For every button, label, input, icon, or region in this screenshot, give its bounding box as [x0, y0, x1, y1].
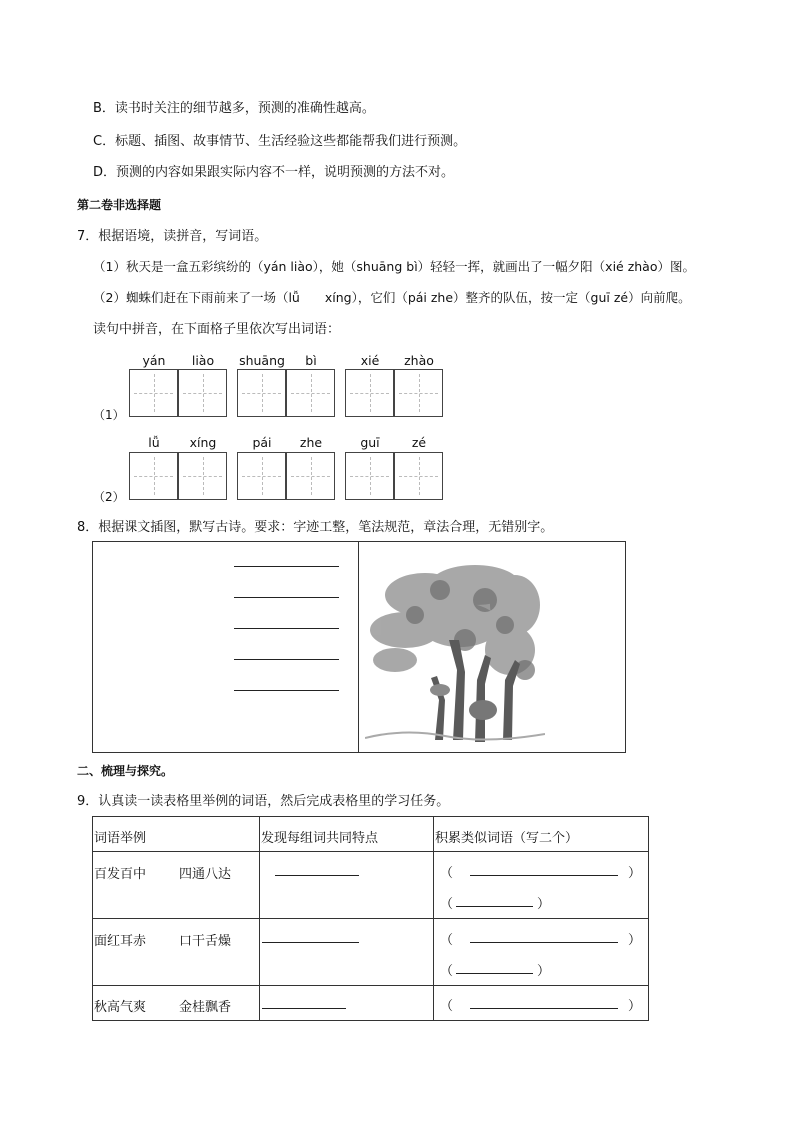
word-blank[interactable] — [456, 906, 533, 907]
writing-grid[interactable] — [129, 452, 178, 500]
paren-close: ） — [537, 897, 551, 912]
pinyin: liào — [191, 353, 215, 368]
pinyin: lǚ — [148, 435, 160, 450]
row-1-label: （1） — [93, 408, 125, 422]
example-word: 口干舌燥 — [179, 934, 232, 949]
word-blank[interactable] — [470, 875, 618, 876]
pinyin: zhào — [404, 353, 434, 368]
row-2-label: （2） — [93, 490, 125, 504]
poem-box — [92, 541, 626, 753]
pinyin: zhe — [299, 435, 323, 450]
writing-grid[interactable] — [286, 452, 335, 500]
paren-close: ） — [628, 866, 642, 881]
pinyin: yán — [142, 353, 166, 368]
feature-blank[interactable] — [275, 875, 359, 876]
paren-open: （ — [440, 897, 454, 912]
feature-blank[interactable] — [262, 942, 359, 943]
pinyin: shuāng — [239, 353, 285, 368]
pinyin: xié — [360, 353, 380, 368]
writing-grid[interactable] — [394, 452, 443, 500]
paren-close: ） — [628, 933, 642, 948]
table-row-divider — [92, 918, 649, 919]
poem-line-blank[interactable] — [234, 690, 339, 691]
option-c: C．标题、插图、故事情节、生活经验这些都能帮我们进行预测。 — [93, 134, 467, 149]
pinyin: pái — [252, 435, 272, 450]
example-word: 秋高气爽 — [94, 1000, 147, 1015]
writing-grid[interactable] — [178, 369, 227, 417]
word-blank[interactable] — [470, 942, 618, 943]
poem-line-blank[interactable] — [234, 597, 339, 598]
word-blank[interactable] — [470, 1008, 618, 1009]
section-2-title: 第二卷非选择题 — [77, 198, 162, 212]
q8-title: 8．根据课文插图，默写古诗。要求：字迹工整，笔法规范，章法合理，无错别字。 — [77, 520, 554, 535]
paren-close: ） — [537, 964, 551, 979]
pinyin: xíng — [189, 435, 217, 450]
q7-line-1: （1）秋天是一盒五彩缤纷的（yán liào），她（shuāng bì）轻轻一挥，就画出了一幅夕阳（xié zhào）图。 — [93, 259, 695, 274]
pinyin: zé — [411, 435, 427, 450]
table-header: 积累类似词语（写二个） — [435, 831, 579, 846]
paren-open: （ — [440, 964, 454, 979]
feature-blank[interactable] — [262, 1008, 346, 1009]
pinyin: bì — [305, 353, 317, 368]
q7-title: 7．根据语境，读拼音，写词语。 — [77, 229, 268, 244]
paren-open: （ — [440, 999, 454, 1014]
example-word: 百发百中 — [94, 867, 147, 882]
poem-line-blank[interactable] — [234, 566, 339, 567]
paren-open: （ — [440, 933, 454, 948]
writing-grid[interactable] — [237, 452, 286, 500]
writing-grid[interactable] — [345, 369, 394, 417]
q7-instruction: 读句中拼音，在下面格子里依次写出词语： — [93, 322, 341, 337]
paren-open: （ — [440, 866, 454, 881]
poem-line-blank[interactable] — [234, 659, 339, 660]
pinyin: guī — [360, 435, 380, 450]
writing-grid[interactable] — [178, 452, 227, 500]
poem-line-blank[interactable] — [234, 628, 339, 629]
q7-line-2: （2）蜘蛛们赶在下雨前来了一场（lǚ xíng），它们（pái zhe）整齐的队伍，按一定（guī zé）向前爬。 — [93, 290, 691, 305]
example-word: 面红耳赤 — [94, 934, 147, 949]
q9-title: 9．认真读一读表格里举例的词语，然后完成表格里的学习任务。 — [77, 794, 450, 809]
writing-grid[interactable] — [394, 369, 443, 417]
option-d: D．预测的内容如果跟实际内容不一样，说明预测的方法不对。 — [93, 165, 455, 180]
writing-grid[interactable] — [345, 452, 394, 500]
table-header: 词语举例 — [94, 831, 147, 846]
table-row-divider — [92, 985, 649, 986]
writing-grid[interactable] — [286, 369, 335, 417]
writing-grid[interactable] — [129, 369, 178, 417]
option-b: B．读书时关注的细节越多，预测的准确性越高。 — [93, 101, 375, 116]
poem-divider — [358, 541, 359, 753]
example-word: 四通八达 — [179, 867, 232, 882]
table-header: 发现每组词共同特点 — [261, 831, 379, 846]
section-3-title: 二、梳理与探究。 — [77, 764, 174, 778]
table-row-divider — [92, 851, 649, 852]
paren-close: ） — [628, 999, 642, 1014]
writing-grid[interactable] — [237, 369, 286, 417]
example-word: 金桂飘香 — [179, 1000, 232, 1015]
tree-illustration — [365, 560, 545, 745]
word-blank[interactable] — [456, 973, 533, 974]
